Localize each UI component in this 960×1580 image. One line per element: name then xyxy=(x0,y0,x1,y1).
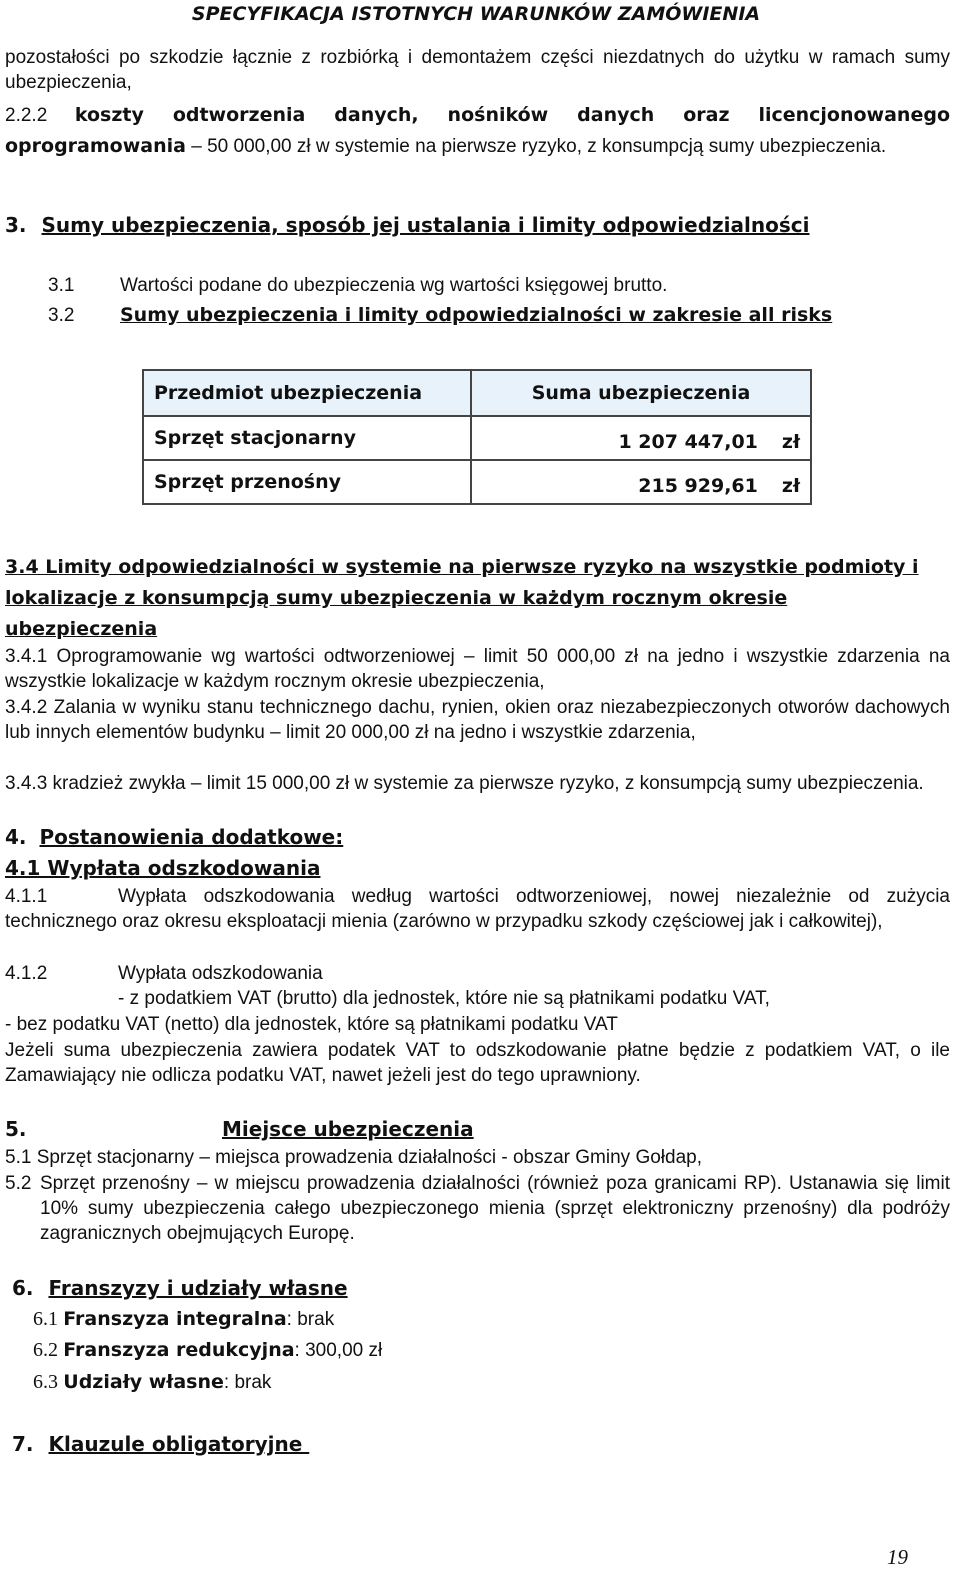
item-5-2-number: 5.2 xyxy=(5,1173,32,1194)
table-header-row xyxy=(143,370,811,416)
item-4-1-2-text: Wypłata odszkodowania xyxy=(118,963,323,984)
paragraph-vat: Jeżeli suma ubezpieczenia zawiera podatek VAT to odszkodowanie płatne będzie z podatkiem VAT, o ile Zamawiający nie odlicza podatku VAT, nawet jeżeli jest do tego uprawniony. xyxy=(5,1040,950,1086)
item-3-2-text: Sumy ubezpieczenia i limity odpowiedzialności w zakresie all risks xyxy=(120,304,833,326)
list-number: 6.2 xyxy=(33,1339,58,1361)
list-label: Franszyza redukcyjna xyxy=(63,1339,295,1361)
item-3-1-number: 3.1 xyxy=(48,275,75,296)
amount-value: 215 929,61 xyxy=(638,475,758,497)
item-number: 2.2.2 xyxy=(5,105,48,126)
vat-net-line: - bez podatku VAT (netto) dla jednostek, które są płatnikami podatku VAT xyxy=(5,1014,618,1035)
paragraph-3-4-2: 3.4.2 Zalania w wyniku stanu technicznego dachu, rynien, okien oraz niezabezpieczonych otworów dachowych lub innych elementów budynku – limit 20 000,00 zł na jedno i wszystkie zdarzenia, xyxy=(5,697,950,743)
section-title: Sumy ubezpieczenia, sposób jej ustalania i limity odpowiedzialności xyxy=(41,213,810,237)
table-cell-item: Sprzęt stacjonarny xyxy=(143,416,471,460)
list-item-6-2 xyxy=(33,1338,382,1363)
item-5-1: 5.1 Sprzęt stacjonarny – miejsca prowadzenia działalności - obszar Gminy Gołdap, xyxy=(5,1147,702,1168)
section-3-4-heading: 3.4 Limity odpowiedzialności w systemie na pierwsze ryzyko na wszystkie podmioty i lokalizacje z konsumpcją sumy ubezpieczenia w każdym rocznym okresie ubezpieczenia xyxy=(5,556,919,640)
section-5-number: 5. xyxy=(5,1117,27,1141)
paragraph-2-2-2 xyxy=(5,100,950,162)
item-4-1-2-number: 4.1.2 xyxy=(5,963,48,984)
list-value: : 300,00 zł xyxy=(294,1340,383,1361)
section-3-heading xyxy=(5,213,809,238)
section-7-heading xyxy=(12,1432,309,1457)
item-bold-text: koszty odtworzenia danych, nośników danych oraz licencjonowanego oprogramowania xyxy=(5,104,950,157)
table-cell-amount xyxy=(471,416,811,460)
section-number: 6. xyxy=(12,1276,34,1300)
section-4-heading xyxy=(5,825,343,850)
section-number: 4. xyxy=(5,825,27,849)
table-row xyxy=(143,460,811,504)
table-row xyxy=(143,416,811,460)
amount-currency: zł xyxy=(781,475,800,497)
item-4-1-1-number: 4.1.1 xyxy=(5,886,48,907)
item-5-2-text: Sprzęt przenośny – w miejscu prowadzenia działalności (również poza granicami RP). Ustanawia się limit 10% sumy ubezpieczenia całego ubezpieczonego mienia (sprzęt elektroniczny przenośny) dla podróży zagranicznych obejmujących Europę. xyxy=(40,1173,950,1244)
section-number: 7. xyxy=(12,1432,34,1456)
section-5-title: Miejsce ubezpieczenia xyxy=(222,1117,474,1141)
item-3-1-text: Wartości podane do ubezpieczenia wg wartości księgowej brutto. xyxy=(120,275,668,296)
section-title: Postanowienia dodatkowe: xyxy=(39,825,344,849)
table-header-cell: Przedmiot ubezpieczenia xyxy=(143,370,471,416)
section-number: 3. xyxy=(5,213,27,237)
paragraph-remains: pozostałości po szkodzie łącznie z rozbiórką i demontażem części niezdatnych do użytku w ramach sumy ubezpieczenia, xyxy=(5,47,950,93)
vat-gross-line: - z podatkiem VAT (brutto) dla jednostek, które nie są płatnikami podatku VAT, xyxy=(118,988,770,1009)
section-4-1-heading: 4.1 Wypłata odszkodowania xyxy=(5,856,321,880)
paragraph-4-1-1: Wypłata odszkodowania według wartości odtworzeniowej, nowej niezależnie od zużycia technicznego oraz okresu eksploatacji mienia (zarówno w przypadku szkody częściowej jak i całkowitej), xyxy=(5,886,950,932)
list-item-6-3 xyxy=(33,1370,271,1395)
list-number: 6.3 xyxy=(33,1371,58,1393)
table-cell-item: Sprzęt przenośny xyxy=(143,460,471,504)
sums-table xyxy=(142,369,812,505)
page-number: 19 xyxy=(887,1545,908,1569)
table-header-cell: Suma ubezpieczenia xyxy=(471,370,811,416)
amount-value: 1 207 447,01 xyxy=(618,431,758,453)
list-value: : brak xyxy=(223,1372,272,1393)
list-value: : brak xyxy=(286,1309,335,1330)
paragraph-3-4-1: 3.4.1 Oprogramowanie wg wartości odtworzeniowej – limit 50 000,00 zł na jedno i wszystkie zdarzenia na wszystkie lokalizacje w każdym rocznym okresie ubezpieczenia, xyxy=(5,646,950,692)
list-label: Franszyza integralna xyxy=(63,1308,287,1330)
paragraph-3-4-3: 3.4.3 kradzież zwykła – limit 15 000,00 zł w systemie za pierwsze ryzyko, z konsumpcją sumy ubezpieczenia. xyxy=(5,773,924,794)
item-3-2-number: 3.2 xyxy=(48,305,75,326)
list-item-6-1 xyxy=(33,1307,334,1332)
section-title: Franszyzy i udziały własne xyxy=(48,1276,348,1300)
list-number: 6.1 xyxy=(33,1308,58,1330)
section-6-heading xyxy=(12,1276,348,1301)
table-cell-amount xyxy=(471,460,811,504)
page-header: SPECYFIKACJA ISTOTNYCH WARUNKÓW ZAMÓWIENIA xyxy=(191,3,761,25)
amount-currency: zł xyxy=(781,431,800,453)
section-title: Klauzule obligatoryjne xyxy=(48,1432,310,1456)
list-label: Udziały własne xyxy=(63,1371,224,1393)
item-text: – 50 000,00 zł w systemie na pierwsze ryzyko, z konsumpcją sumy ubezpieczenia. xyxy=(185,136,887,157)
